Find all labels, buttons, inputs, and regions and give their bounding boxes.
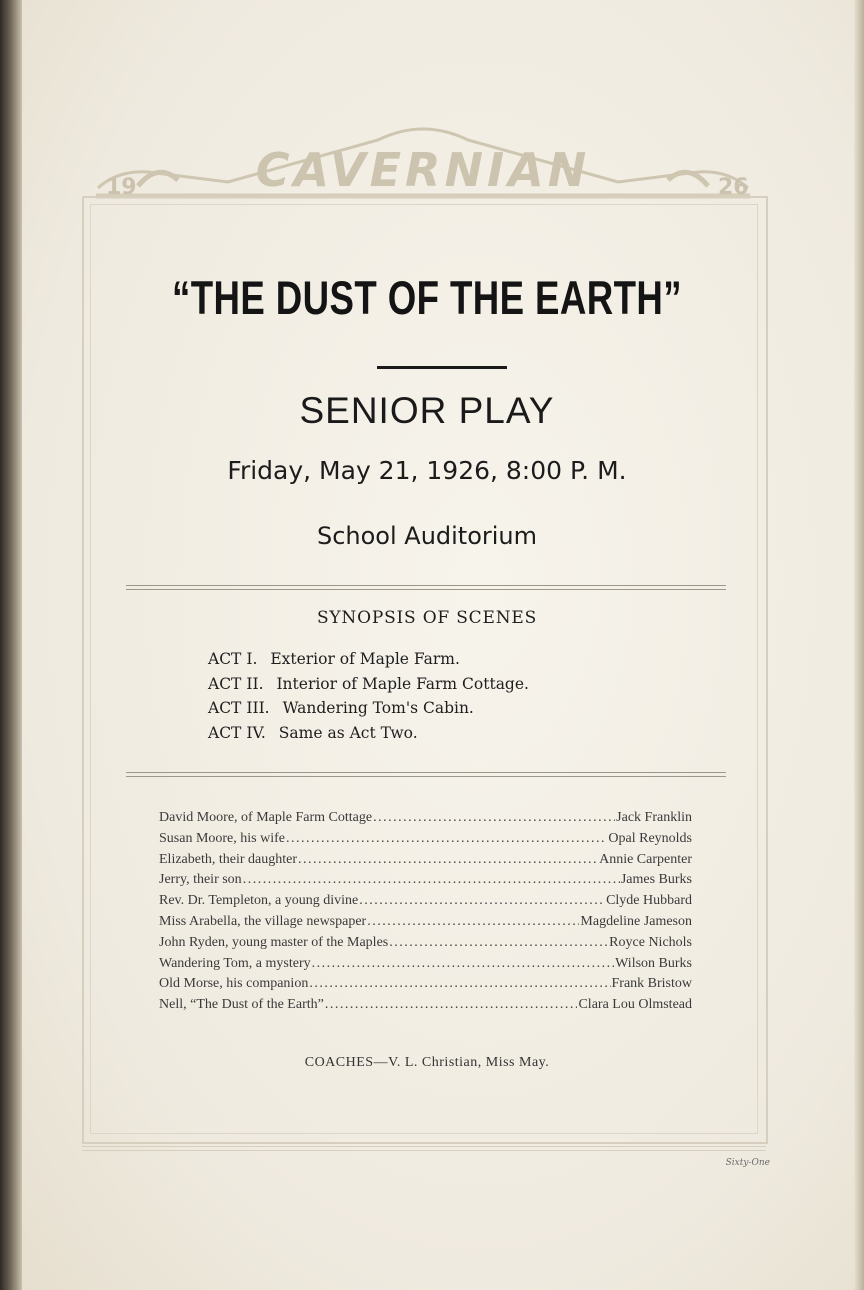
cast-role: Elizabeth, their daughter [159, 851, 297, 867]
cast-role: Jerry, their son [159, 872, 242, 888]
book-binding-shadow [0, 0, 22, 1290]
cast-list [159, 810, 692, 1018]
dot-leader [309, 976, 610, 992]
act-scene: Interior of Maple Farm Cottage. [276, 674, 529, 693]
cast-row [159, 935, 692, 956]
page-edge [854, 0, 864, 1290]
dot-leader [359, 893, 605, 909]
performance-date: Friday, May 21, 1926, 8:00 P. M. [227, 456, 627, 485]
act-scene: Exterior of Maple Farm. [270, 650, 460, 668]
dot-leader [373, 810, 615, 826]
cast-row [159, 976, 692, 997]
page-number: Sixty-One [725, 1158, 770, 1168]
cast-actor: Frank Bristow [611, 976, 692, 992]
play-subtitle: SENIOR PLAY [299, 390, 555, 431]
act-item [208, 675, 668, 700]
yearbook-page [22, 0, 854, 1290]
dot-leader [312, 956, 615, 972]
synopsis-heading: SYNOPSIS OF SCENES [316, 608, 538, 628]
cast-role: Nell, “The Dust of the Earth” [159, 997, 324, 1013]
act-item [208, 724, 668, 749]
dot-leader [325, 997, 578, 1013]
cast-actor: Royce Nichols [609, 934, 692, 950]
acts-list [208, 650, 668, 748]
act-label: ACT IV. [208, 723, 266, 742]
act-label: ACT I. [208, 650, 258, 668]
coaches-credit: COACHES—V. L. Christian, Miss May. [304, 1055, 550, 1070]
cast-actor: James Burks [620, 872, 692, 888]
dot-leader [243, 872, 620, 888]
page-frame-bottom [82, 1146, 766, 1151]
title-divider [377, 366, 507, 369]
cast-row [159, 872, 692, 893]
act-label: ACT III. [208, 699, 270, 717]
dot-leader [286, 831, 607, 847]
cast-actor: Wilson Burks [615, 955, 692, 971]
dot-leader [389, 935, 608, 951]
dot-leader [298, 852, 598, 868]
cast-actor: Jack Franklin [616, 810, 692, 825]
section-divider [126, 585, 726, 590]
header-year-left: 19 [106, 175, 137, 200]
cast-role: Miss Arabella, the village newspaper [159, 913, 367, 929]
cavernian-header-ornament [78, 110, 768, 205]
section-divider [126, 772, 726, 777]
cast-role: Susan Moore, his wife [159, 830, 285, 846]
act-scene: Same as Act Two. [278, 723, 418, 742]
cast-role: David Moore, of Maple Farm Cottage [159, 810, 373, 825]
cast-actor: Clyde Hubbard [606, 893, 692, 909]
cast-role: Old Morse, his companion [159, 976, 309, 992]
header-wordmark: CAVERNIAN [255, 143, 591, 197]
performance-venue: School Auditorium [316, 522, 538, 550]
cast-row [159, 852, 692, 873]
cast-row [159, 997, 692, 1018]
cast-actor: Annie Carpenter [599, 851, 692, 867]
cast-row [159, 956, 692, 977]
cast-role: John Ryden, young master of the Maples [159, 934, 389, 950]
cast-role: Rev. Dr. Templeton, a young divine [159, 893, 359, 909]
cast-row [159, 810, 692, 831]
act-item [208, 650, 668, 675]
dot-leader [367, 914, 579, 930]
act-label: ACT II. [208, 674, 264, 693]
act-item [208, 699, 668, 724]
cast-actor: Magdeline Jameson [580, 913, 692, 929]
cast-row [159, 914, 692, 935]
cast-actor: Opal Reynolds [608, 830, 692, 846]
play-title: “THE DUST OF THE EARTH” [172, 271, 682, 324]
cast-actor: Clara Lou Olmstead [578, 997, 692, 1013]
header-year-right: 26 [718, 175, 749, 200]
cast-role: Wandering Tom, a mystery [159, 955, 311, 971]
cast-row [159, 831, 692, 852]
act-scene: Wandering Tom's Cabin. [282, 699, 474, 717]
cast-row [159, 893, 692, 914]
